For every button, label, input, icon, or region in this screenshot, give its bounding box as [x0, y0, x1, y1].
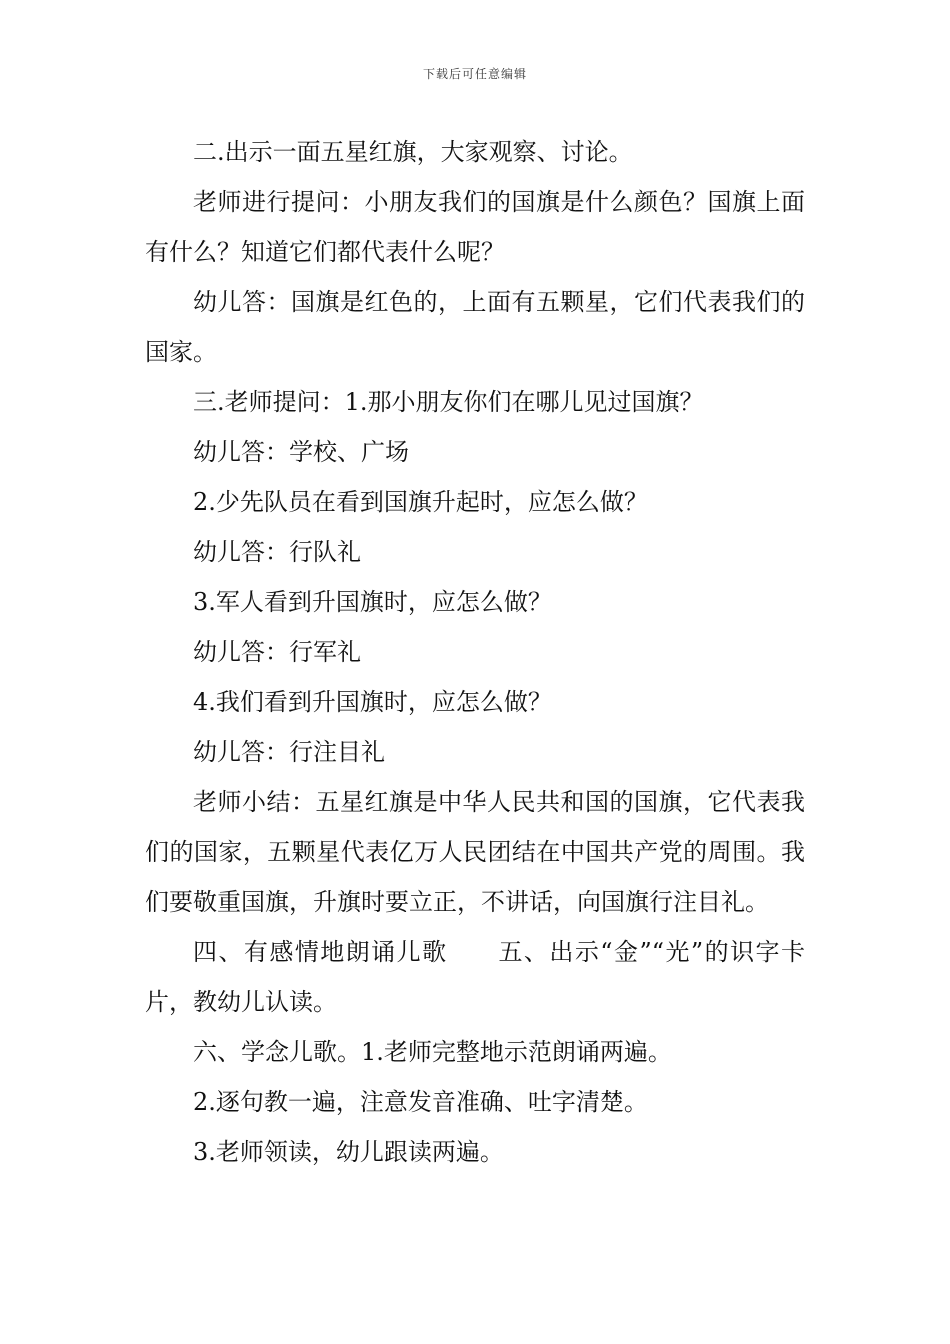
paragraph: 幼儿答：行队礼	[193, 538, 361, 566]
paragraph: 老师小结：五星红旗是中华人民共和国的国旗，它代表我们的国家，五颗星代表亿万人民团结在中国共产党的周围。我们要敬重国旗，升旗时要立正，不讲话，向国旗行注目礼。	[145, 788, 805, 916]
paragraph: 幼儿答：国旗是红色的，上面有五颗星，它们代表我们的国家。	[145, 288, 805, 366]
paragraph: 2.逐句教一遍，注意发音准确、吐字清楚。	[193, 1088, 648, 1116]
paragraph: 幼儿答：学校、广场	[193, 438, 409, 466]
paragraph: 3.军人看到升国旗时，应怎么做？	[193, 588, 552, 616]
paragraph: 四、有感情地朗诵儿歌 五、出示“金”“光”的识字卡片，教幼儿认读。	[145, 938, 805, 1016]
paragraph: 2.少先队员在看到国旗升起时，应怎么做？	[193, 488, 648, 516]
paragraph: 三.老师提问：1.那小朋友你们在哪儿见过国旗？	[193, 388, 704, 416]
paragraph: 二.出示一面五星红旗，大家观察、讨论。	[193, 138, 633, 166]
paragraph: 4.我们看到升国旗时，应怎么做？	[193, 688, 552, 716]
paragraph: 六、学念儿歌。1.老师完整地示范朗诵两遍。	[193, 1038, 672, 1066]
paragraph: 幼儿答：行军礼	[193, 638, 361, 666]
paragraph: 3.老师领读，幼儿跟读两遍。	[193, 1138, 504, 1166]
paragraph: 幼儿答：行注目礼	[193, 738, 385, 766]
document-body	[145, 127, 805, 1177]
paragraph: 老师进行提问：小朋友我们的国旗是什么颜色？国旗上面有什么？知道它们都代表什么呢？	[145, 188, 805, 266]
page-header: 下载后可任意编辑	[422, 67, 527, 81]
